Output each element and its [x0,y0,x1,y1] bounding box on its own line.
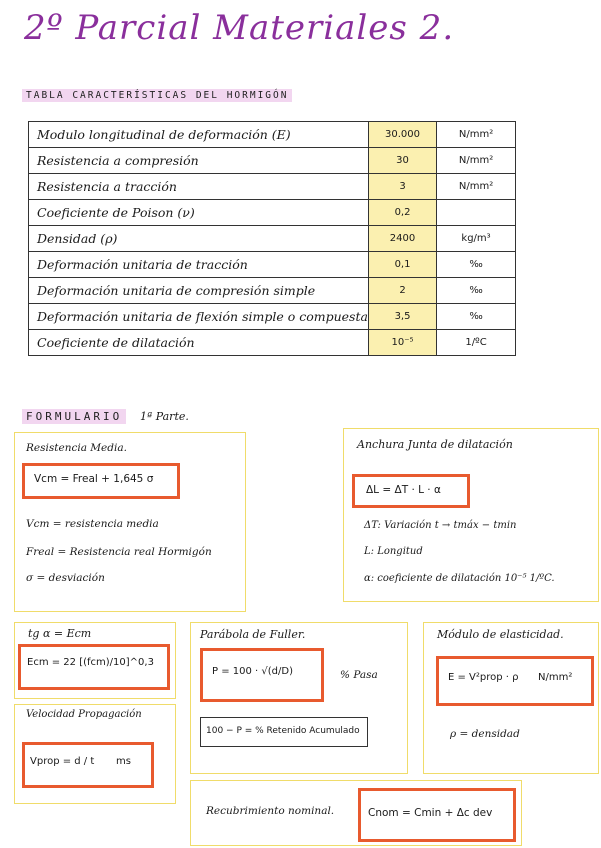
table-row [29,330,516,356]
table-row [29,174,516,200]
velocidad-formula: Vprop = d / t [30,756,95,767]
row-label: Deformación unitaria de tracción [29,252,369,278]
row-label: Coeficiente de Poison (ν) [29,200,369,226]
section-formulas-heading: FORMULARIO [22,409,126,424]
table-row [29,304,516,330]
row-label: Deformación unitaria de compresión simple [29,278,369,304]
row-value: 30 [368,148,436,174]
row-value: 0,1 [368,252,436,278]
table-row [29,122,516,148]
res-media-title: Resistencia Media. [26,442,127,454]
res-media-def1: Vcm = resistencia media [26,518,159,530]
row-unit: ‰ [437,278,516,304]
velocidad-unit: ms [116,756,131,767]
row-value: 2 [368,278,436,304]
row-unit [437,200,516,226]
fuller-formula: P = 100 · √(d/D) [212,666,293,677]
formulas-part: 1ª Parte. [140,410,189,423]
row-unit: N/mm² [437,148,516,174]
res-media-def3: σ = desviación [26,572,105,584]
fuller-note: % Pasa [340,669,378,681]
anchura-def1: ΔT: Variación t → tmáx − tmin [364,520,517,531]
modulo-formula: E = V²prop · ρ [448,672,519,683]
recubrimiento-title: Recubrimiento nominal. [206,805,335,817]
row-label: Coeficiente de dilatación [29,330,369,356]
table-row [29,226,516,252]
modulo-def: ρ = densidad [450,728,520,740]
table-row [29,278,516,304]
fuller-title: Parábola de Fuller. [200,628,306,641]
row-value: 0,2 [368,200,436,226]
row-label: Resistencia a tracción [29,174,369,200]
row-value: 2400 [368,226,436,252]
row-unit: N/mm² [437,174,516,200]
modulo-title: Módulo de elasticidad. [437,628,564,641]
fuller-formula2: 100 − P = % Retenido Acumulado [206,726,360,736]
row-value: 3,5 [368,304,436,330]
anchura-title: Anchura Junta de dilatación [357,438,513,451]
res-media-formula: Vcm = Freal + 1,645 σ [34,473,154,485]
row-label: Densidad (ρ) [29,226,369,252]
row-value: 10⁻⁵ [368,330,436,356]
modulo-unit: N/mm² [538,672,573,683]
anchura-def3: α: coeficiente de dilatación 10⁻⁵ 1/ºC. [364,573,555,584]
row-label: Modulo longitudinal de deformación (E) [29,122,369,148]
page-title: 2º Parcial Materiales 2. [24,8,455,48]
recubrimiento-formula: Cnom = Cmin + Δc dev [368,807,493,819]
row-label: Resistencia a compresión [29,148,369,174]
row-unit: kg/m³ [437,226,516,252]
res-media-def2: Freal = Resistencia real Hormigón [26,546,212,558]
table-row [29,200,516,226]
row-unit: ‰ [437,304,516,330]
row-unit: N/mm² [437,122,516,148]
row-value: 30.000 [368,122,436,148]
section-table-heading: TABLA CARACTERÍSTICAS DEL HORMIGÓN [22,89,292,102]
row-unit: 1/ºC [437,330,516,356]
row-label: Deformación unitaria de flexión simple o compuesta [29,304,369,330]
ecm-formula: Ecm = 22 [(fcm)/10]^0,3 [27,657,154,668]
ecm-title: tg α = Ecm [28,627,92,640]
anchura-formula: ΔL = ΔT · L · α [366,484,441,496]
row-value: 3 [368,174,436,200]
anchura-def2: L: Longitud [364,546,423,557]
properties-table [28,121,516,356]
table-row [29,148,516,174]
table-row [29,252,516,278]
velocidad-title: Velocidad Propagación [26,709,142,720]
row-unit: ‰ [437,252,516,278]
